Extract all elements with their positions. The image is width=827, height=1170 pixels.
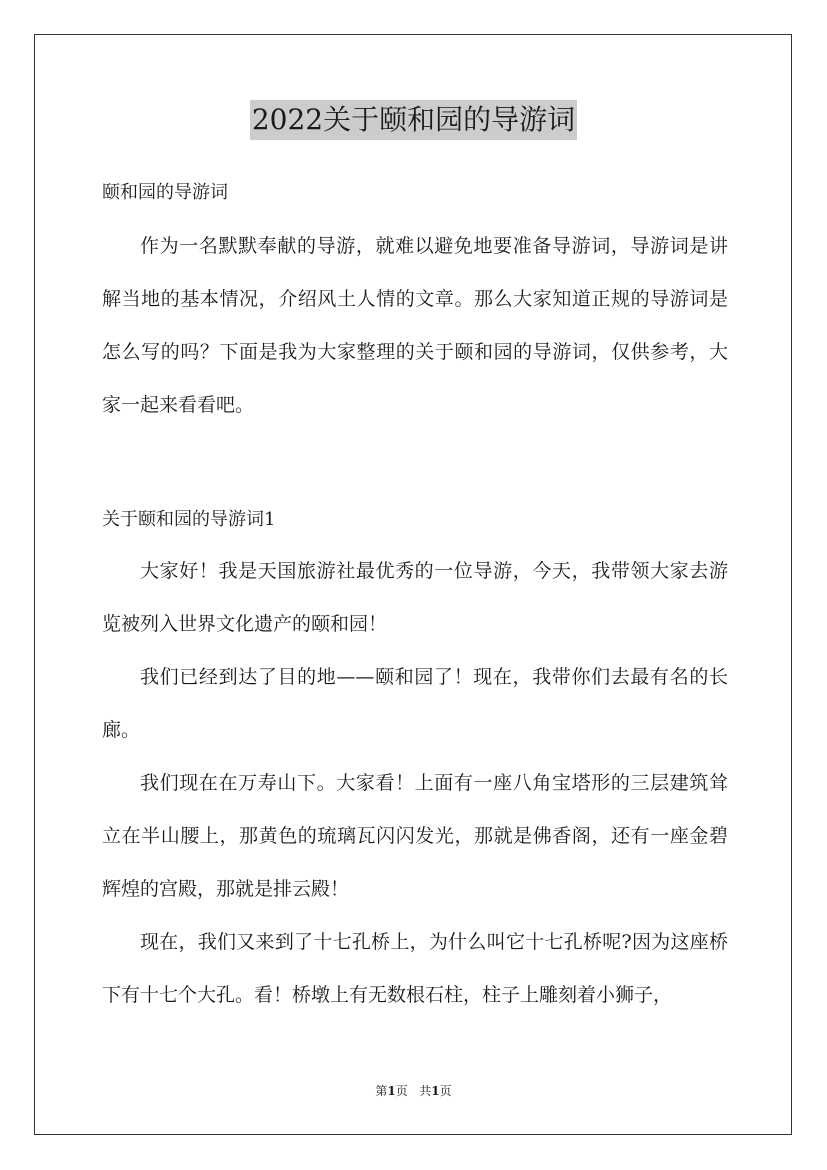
- paragraph: 大家好！我是天国旅游社最优秀的一位导游，今天，我带领大家去游览被列入世界文化遗产的颐和园！: [102, 560, 728, 635]
- page-number: 1: [387, 1084, 396, 1098]
- total-label-prefix: 共: [419, 1084, 432, 1098]
- article-body: [102, 545, 728, 1022]
- total-pages: 1: [431, 1084, 440, 1098]
- document-title: 2022关于颐和园的导游词: [250, 100, 577, 140]
- page-label-suffix: 页: [395, 1084, 408, 1098]
- title-container: [0, 100, 827, 140]
- paragraph: 我们已经到达了目的地——颐和园了！现在，我带你们去最有名的长廊。: [102, 666, 728, 741]
- page-label-prefix: 第: [375, 1084, 388, 1098]
- subtitle: 颐和园的导游词: [102, 182, 228, 203]
- page-footer: [0, 1083, 827, 1099]
- intro-paragraph: 作为一名默默奉献的导游，就难以避免地要准备导游词，导游词是讲解当地的基本情况，介绍风土人情的文章。那么大家知道正规的导游词是怎么写的吗？下面是我为大家整理的关于颐和园的导游词，仅供参考，大家一起来看看吧。: [102, 235, 728, 416]
- intro-block: [102, 220, 728, 432]
- total-label-suffix: 页: [439, 1084, 452, 1098]
- paragraph: 我们现在在万寿山下。大家看！上面有一座八角宝塔形的三层建筑耸立在半山腰上，那黄色的琉璃瓦闪闪发光，那就是佛香阁，还有一座金碧辉煌的宫殿，那就是排云殿！: [102, 772, 728, 900]
- paragraph: 现在，我们又来到了十七孔桥上，为什么叫它十七孔桥呢?因为这座桥下有十七个大孔。看！桥墩上有无数根石柱，柱子上雕刻着小狮子，: [102, 931, 728, 1006]
- section-heading: 关于颐和园的导游词1: [102, 509, 276, 530]
